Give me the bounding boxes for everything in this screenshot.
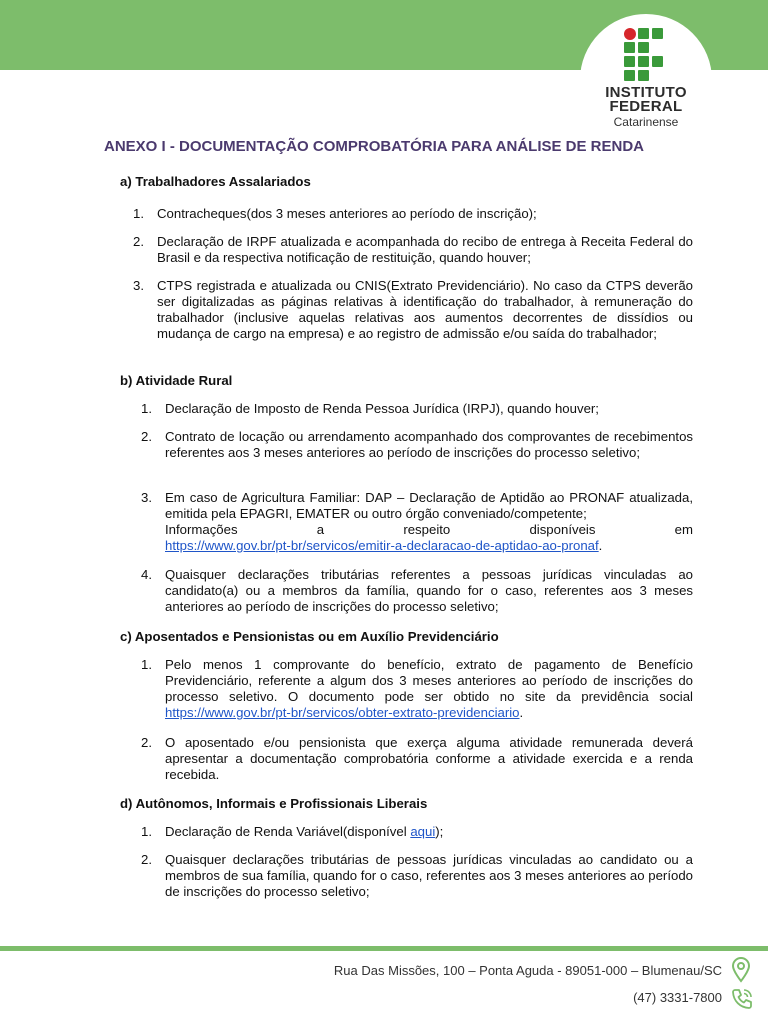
logo-square [652,28,663,39]
spread-word: em [674,522,693,537]
logo-square [624,56,635,67]
list-item [141,567,693,615]
section-b-heading: b) Atividade Rural [120,373,233,388]
logo-mark [624,28,666,82]
spread-word: disponíveis [529,522,596,537]
item-number: 1. [141,401,152,416]
logo-square [638,70,649,81]
list-item [141,852,693,900]
spread-word: respeito [403,522,451,537]
item-number: 2. [141,735,152,750]
item-number: 1. [141,824,152,839]
item-text: Declaração de Renda Variável(disponível [165,824,411,839]
link-suffix: . [519,705,524,720]
footer-divider [0,946,768,951]
section-d-heading: d) Autônomos, Informais e Profissionais Liberais [120,796,428,811]
logo-square [624,42,635,53]
footer-phone: (47) 3331-7800 [633,990,722,1005]
item-number: 1. [141,657,152,672]
item-text: Quaisquer declarações tributárias de pessoas jurídicas vinculadas ao candidato ou a membros de sua família, quando for o caso, referentes aos 3 meses anteriores ao período de inscrições do processo seletivo; [165,852,693,899]
logo-text-federal: FEDERAL [609,98,683,115]
list-item [141,824,693,840]
section-c-heading: c) Aposentados e Pensionistas ou em Auxílio Previdenciário [120,629,499,644]
item-text: Contracheques(dos 3 meses anteriores ao período de inscrição); [157,206,537,221]
list-item [141,401,693,417]
item-number: 2. [133,234,144,249]
section-a-heading: a) Trabalhadores Assalariados [120,174,311,189]
logo-square [638,28,649,39]
logo-red-dot [624,28,636,40]
logo-square [624,70,635,81]
info-line [165,522,693,538]
list-item [141,657,693,721]
item-number: 4. [141,567,152,582]
list-item [141,735,693,783]
list-item [141,429,693,461]
item-text: O aposentado e/ou pensionista que exerça alguma atividade remunerada deverá apresentar a documentação comprobatória conforme a atividade exercida e a renda recebida. [165,735,693,782]
item-text: Quaisquer declarações tributárias referentes a pessoas jurídicas vinculadas ao candidato(a) ou a membros da família, quando for o caso, referentes aos 3 meses anteriores ao período de inscrições do processo seletivo; [165,567,693,614]
spread-word: Informações [165,522,238,537]
item-text: Declaração de IRPF atualizada e acompanhada do recibo de entrega à Receita Federal do Brasil e da respectiva notificação de restituição, quando houver; [157,234,693,265]
item-text: Em caso de Agricultura Familiar: DAP – Declaração de Aptidão ao PRONAF atualizada, emitida pela EPAGRI, EMATER ou outro órgão conveniado/competente; [165,490,693,521]
item-text: Pelo menos 1 comprovante do benefício, extrato de pagamento de Benefício Previdenciário, referente a algum dos 3 meses anteriores ao período de inscrições do processo seletivo. O documento pode ser obtido no site da previdência social [165,657,693,704]
pronaf-link[interactable]: https://www.gov.br/pt-br/servicos/emitir-a-declaracao-de-aptidao-ao-pronaf [165,538,599,553]
map-pin-icon [730,957,752,983]
spread-word: a [316,522,325,537]
logo-square [638,56,649,67]
logo-text-instituto: INSTITUTO [605,84,687,101]
logo-square [638,42,649,53]
footer-address: Rua Das Missões, 100 – Ponta Aguda - 89051-000 – Blumenau/SC [333,963,722,978]
item-number: 3. [141,490,152,505]
link-suffix: ); [435,824,444,839]
list-item [133,278,693,342]
aqui-link[interactable]: aqui [410,824,436,839]
item-text: CTPS registrada e atualizada ou CNIS(Extrato Previdenciário). No caso da CTPS deverão ser digitalizadas as páginas relativas à identificação do trabalhador, à remuneração do trabalhador (inclusive aquelas relativas aos aumentos decorrentes de dissídios ou mudança de cargo na empresa) e ao registro de admissão e/ou saída do trabalhador; [157,278,693,341]
link-suffix: . [598,538,603,553]
list-item [133,206,693,222]
item-text: Declaração de Imposto de Renda Pessoa Jurídica (IRPJ), quando houver; [165,401,599,416]
list-item [133,234,693,266]
list-item [141,490,693,554]
extrato-link[interactable]: https://www.gov.br/pt-br/servicos/obter-extrato-previdenciario [165,705,520,720]
item-number: 1. [133,206,144,221]
page-title: ANEXO I - DOCUMENTAÇÃO COMPROBATÓRIA PARA ANÁLISE DE RENDA [104,138,644,155]
logo-square [652,56,663,67]
item-text: Contrato de locação ou arrendamento acompanhado dos comprovantes de recebimentos referentes aos 3 meses anteriores ao período de inscrições do processo seletivo; [165,429,693,460]
item-number: 2. [141,852,152,867]
link-line [165,538,693,554]
logo-text-catarinense: Catarinense [613,115,679,129]
phone-icon [730,987,754,1011]
item-number: 2. [141,429,152,444]
item-number: 3. [133,278,144,293]
